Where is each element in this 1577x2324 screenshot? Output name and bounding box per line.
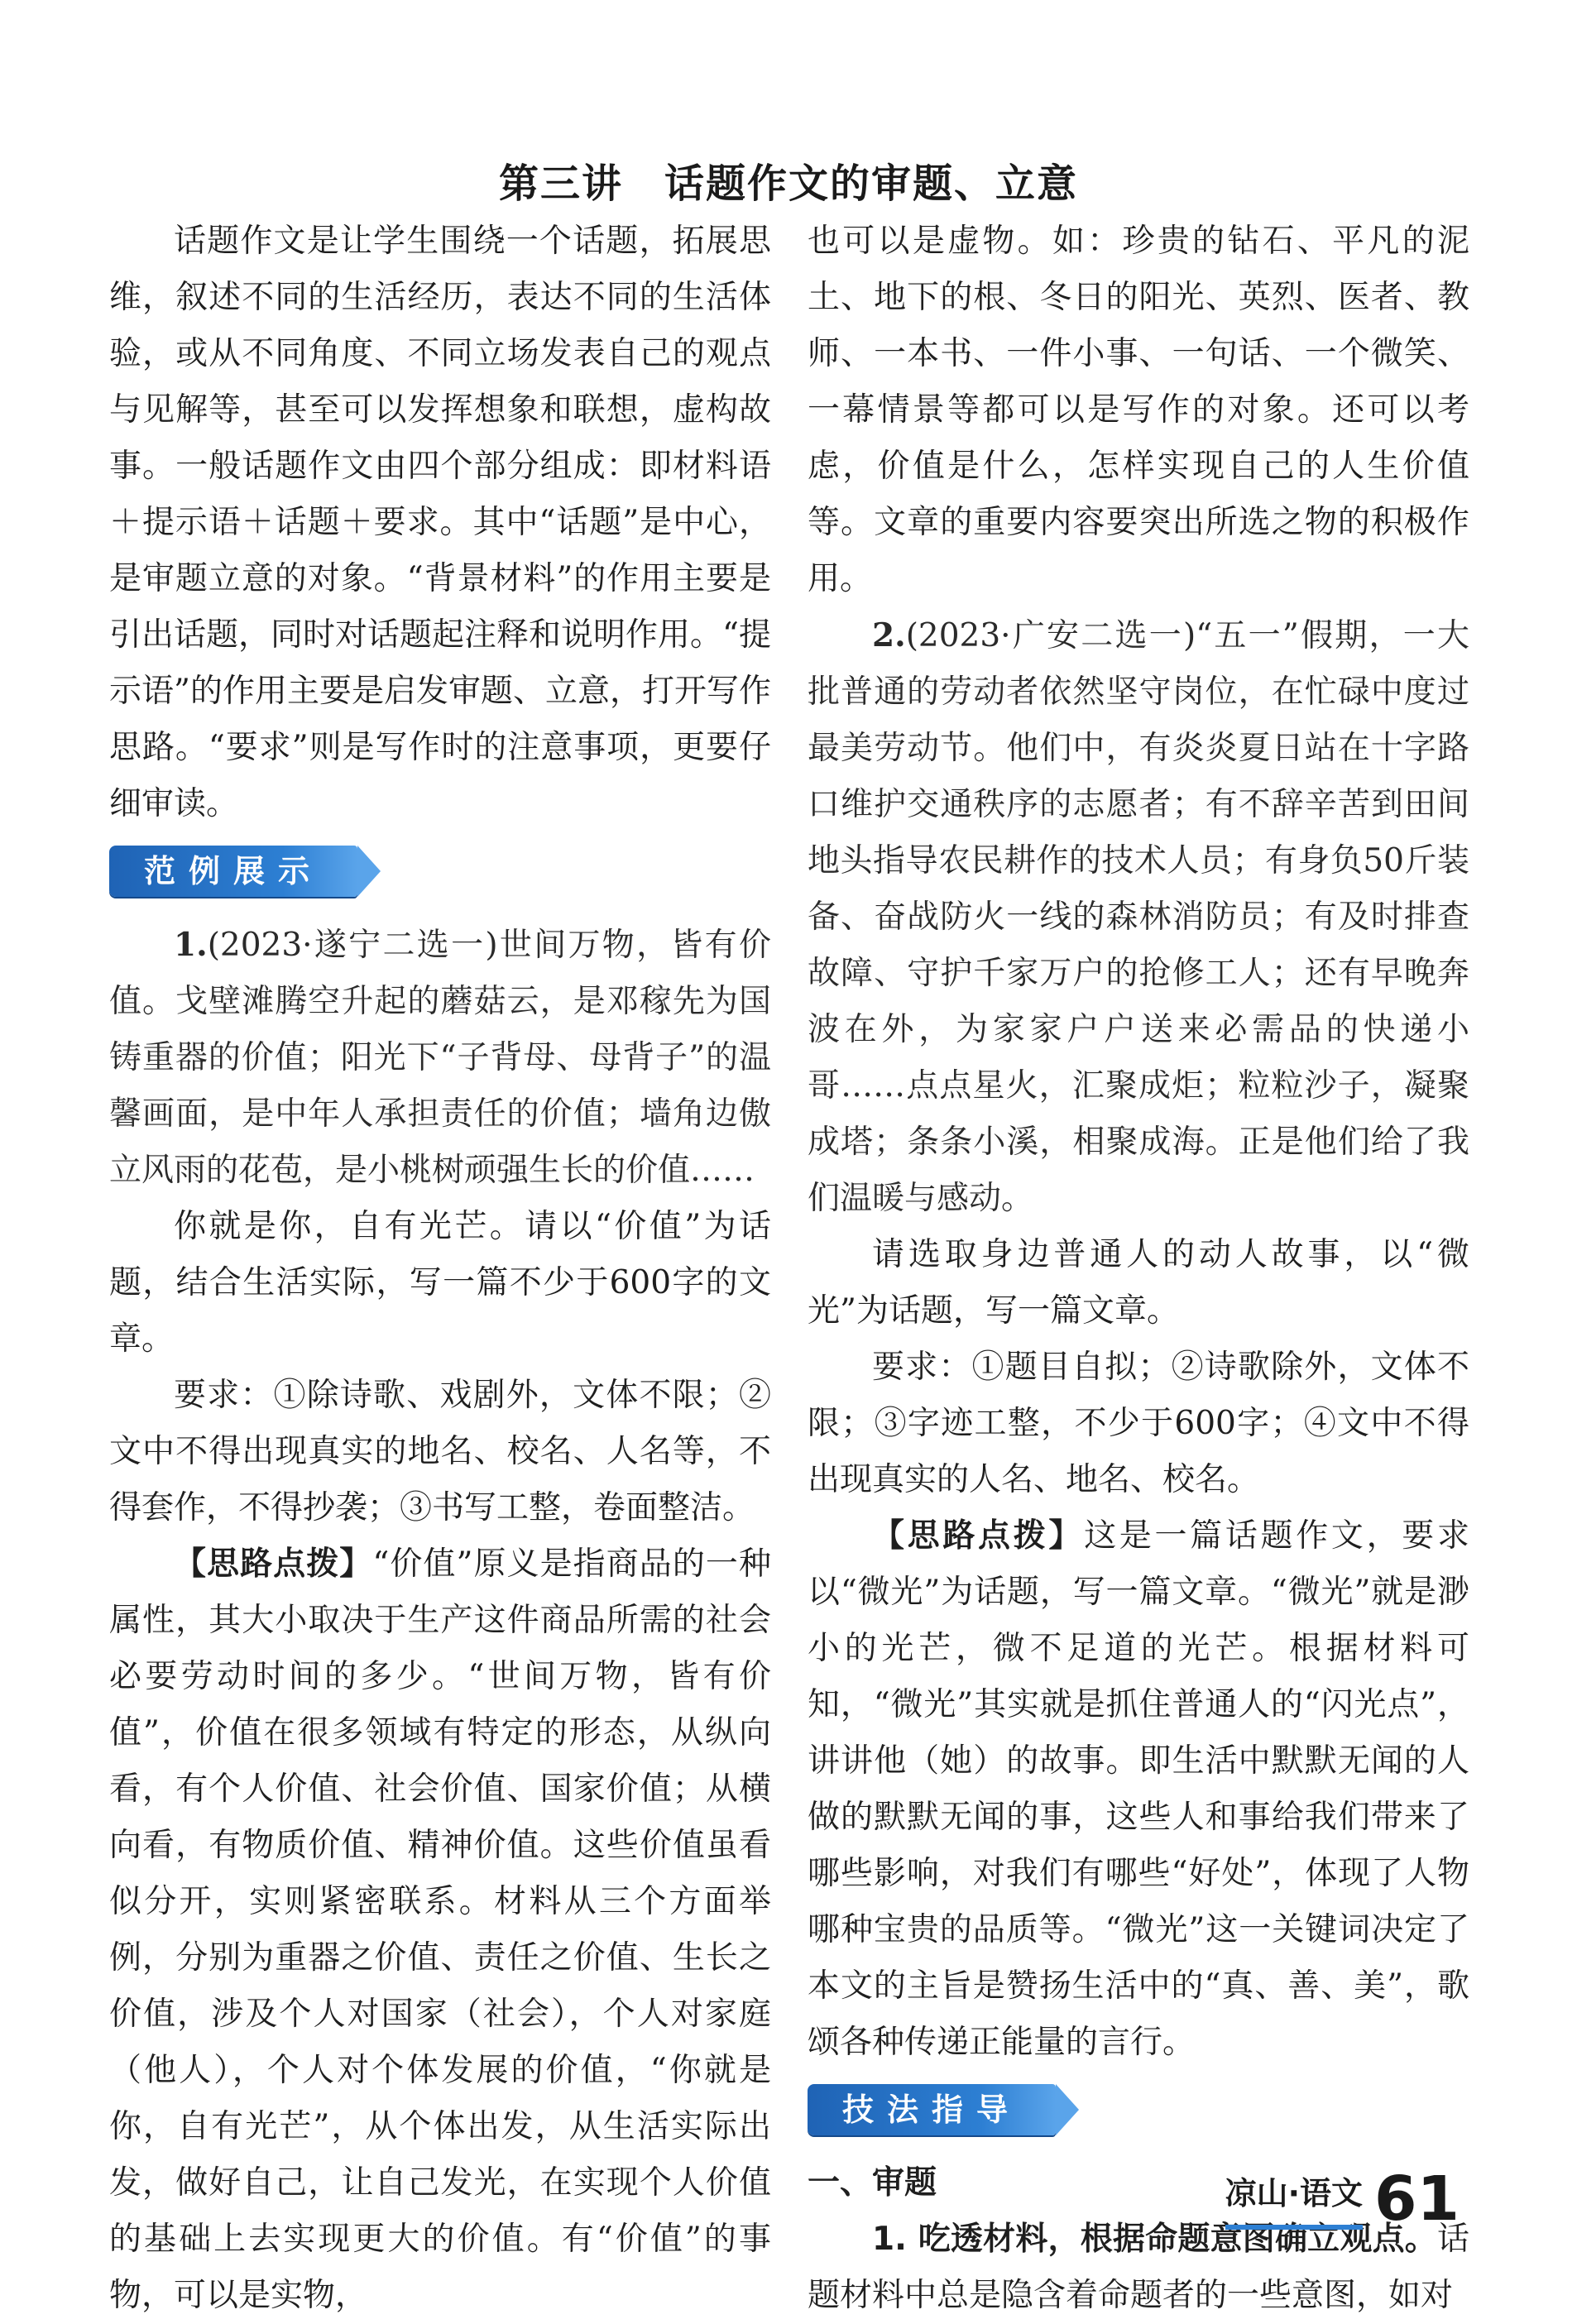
example2-requirements: 要求：①题目自拟；②诗歌除外，文体不限；③字迹工整，不少于600字；④文中不得出现真实的人名、地名、校名。 [808,1349,1469,1498]
page-footer [1225,2163,1460,2235]
left-column [109,213,771,2324]
example1-requirements: 要求：①除诗歌、戏剧外，文体不限；②文中不得出现真实的地名、校名、人名等，不得套作，不得抄袭；③书写工整，卷面整洁。 [109,1377,771,1526]
example1-tip-label: 【思路点拨】 [174,1545,373,1583]
example1-prompt: 你就是你，自有光芒。请以“价值”为话题，结合生活实际，写一篇不少于600字的文章。 [109,1208,771,1358]
example1-tip-continued: 也可以是虚物。如：珍贵的钻石、平凡的泥土、地下的根、冬日的阳光、英烈、医者、教师、一本书、一件小事、一句话、一个微笑、一幕情景等都可以是写作的对象。还可以考虑，价值是什么，怎样实现自己的人生价值等。文章的重要内容要突出所选之物的积极作用。 [808,223,1469,597]
example2-tip-text: 这是一篇话题作文，要求以“微光”为话题，写一篇文章。“微光”就是渺小的光芒，微不足道的光芒。根据材料可知，“微光”其实就是抓住普通人的“闪光点”，讲讲他（她）的故事。即生活中默默无闻的人做的默默无闻的事，这些人和事给我们带来了哪些影响，对我们有哪些“好处”，体现了人物哪种宝贵的品质等。“微光”这一关键词决定了本文的主旨是赞扬生活中的“真、善、美”，歌颂各种传递正能量的言行。 [808,1517,1469,2061]
example2-tip [808,1508,1469,2071]
section-heading: 一、审题 [808,2164,937,2202]
banner-label: 范例展示 [143,853,323,889]
page-title: 第三讲 话题作文的审题、立意 [498,161,1078,207]
point1-title: 1. 吃透材料，根据命题意图确立观点。 [872,2221,1437,2258]
right-column [808,213,1469,2324]
example1-material [109,917,771,1199]
technique-banner [808,2084,1469,2139]
example1-tip [109,1536,771,2324]
point1-text: 话题材料中总是隐含着命题者的一些意图，如对 [808,2221,1469,2314]
example1-number: 1. [174,926,208,964]
example2-number: 2. [872,616,906,654]
banner-label: 技法指导 [841,2092,1021,2128]
intro-paragraph: 话题作文是让学生围绕一个话题，拓展思维，叙述不同的生活经历，表达不同的生活体验，或从不同角度、不同立场发表自己的观点与见解等，甚至可以发挥想象和联想，虚构故事。一般话题作文由四个部分组成：即材料语＋提示语＋话题＋要求。其中“话题”是中心，是审题立意的对象。“背景材料”的作用主要是引出话题，同时对话题起注释和说明作用。“提示语”的作用主要是启发审题、立意，打开写作思路。“要求”则是写作时的注意事项，更要仔细审读。 [109,223,771,822]
example2-prompt: 请选取身边普通人的动人故事，以“微光”为话题，写一篇文章。 [808,1236,1469,1330]
footer-label: 凉山·语文 [1225,2168,1363,2230]
example1-material-text: (2023·遂宁二选一)世间万物，皆有价值。戈壁滩腾空升起的蘑菇云，是邓稼先为国铸重器的价值；阳光下“子背母、母背子”的温馨画面，是中年人承担责任的价值；墙角边傲立风雨的花苞，是小桃树顽强生长的价值…… [109,927,771,1189]
example1-tip-text: “价值”原义是指商品的一种属性，其大小取决于生产这件商品所需的社会必要劳动时间的多少。“世间万物，皆有价值”，价值在很多领域有特定的形态，从纵向看，有个人价值、社会价值、国家价值；从横向看，有物质价值、精神价值。这些价值虽看似分开，实则紧密联系。材料从三个方面举例，分别为重器之价值、责任之价值、生长之价值，涉及个人对国家（社会），个人对家庭（他人），个人对个体发展的价值，“你就是你，自有光芒”，从个体出发，从生活实际出发，做好自己，让自己发光，在实现个人价值的基础上去实现更大的价值。有“价值”的事物，可以是实物， [109,1545,771,2314]
page-number: 61 [1374,2163,1460,2235]
example2-material-text: (2023·广安二选一)“五一”假期，一大批普通的劳动者依然坚守岗位，在忙碌中度过最美劳动节。他们中，有炎炎夏日站在十字路口维护交通秩序的志愿者；有不辞辛苦到田间地头指导农民耕作的技术人员；有身负50斤装备、奋战防火一线的森林消防员；有及时排查故障、守护千家万户的抢修工人；还有早晚奔波在外，为家家户户送来必需品的快递小哥……点点星火，汇聚成炬；粒粒沙子，凝聚成塔；条条小溪，相聚成海。正是他们给了我们温暖与感动。 [808,617,1469,1217]
example2-tip-label: 【思路点拨】 [872,1517,1085,1555]
example-banner [109,846,771,900]
example2-material [808,607,1469,1227]
